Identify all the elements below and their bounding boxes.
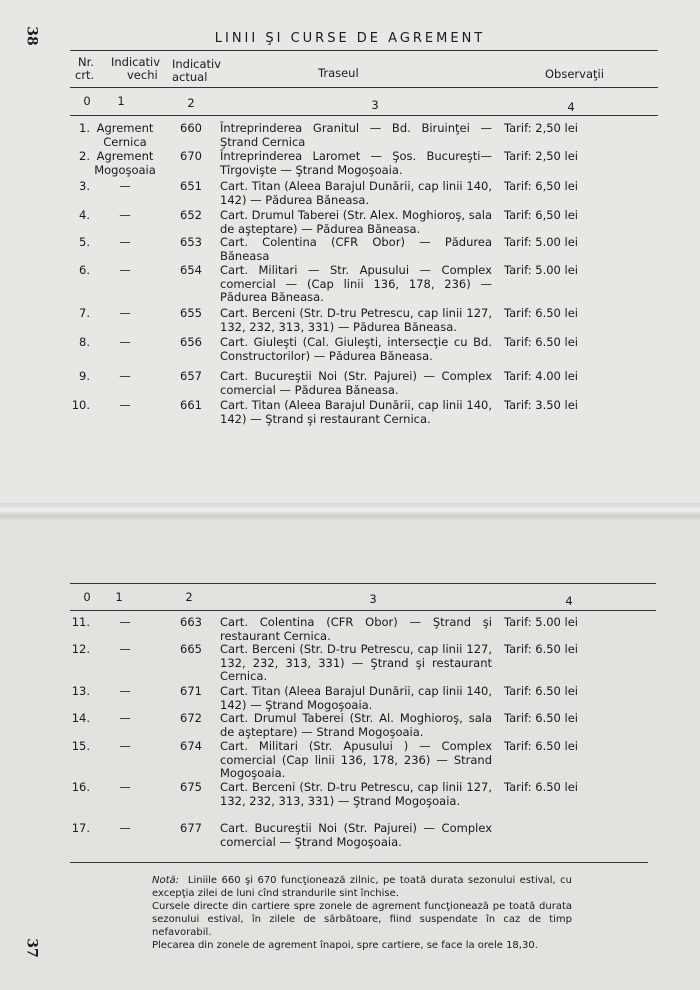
row-line-number: 674 — [180, 739, 202, 753]
row-number: 6. — [79, 263, 90, 277]
row-line-number: 665 — [180, 642, 202, 656]
row-route: Cart. Giuleşti (Cal. Giuleşti, intersecţie cu Bd. Constructorilor) — Pădurea Băneasa. — [220, 335, 492, 363]
row-number: 2. — [79, 149, 90, 163]
note-paragraph-3: Plecarea din zonele de agrement înapoi, spre cartiere, se face la orele 18,30. — [152, 940, 538, 951]
col-number-0-bottom: 0 — [83, 590, 91, 604]
row-old-code: — — [119, 739, 131, 753]
row-line-number: 655 — [180, 306, 202, 320]
row-line-number: 675 — [180, 780, 202, 794]
row-line-number: 653 — [180, 235, 202, 249]
header-mid-rule — [70, 87, 658, 88]
col-number-1: 1 — [117, 94, 125, 108]
header-indicativ-vechi-1: Indicativ — [111, 55, 161, 69]
col-number-2: 2 — [187, 96, 195, 110]
row-fare: Tarif: 5.00 lei — [504, 235, 578, 249]
col-number-0: 0 — [83, 94, 91, 108]
row-line-number: 657 — [180, 369, 202, 383]
footnote — [152, 874, 572, 952]
header-bottom-rule — [70, 115, 658, 116]
row-old-code: — — [119, 821, 131, 835]
table-top-rule-bottom — [70, 583, 656, 584]
col-number-4: 4 — [567, 100, 575, 114]
header-bottom-rule-2 — [70, 610, 656, 611]
row-old-code: — — [119, 263, 131, 277]
row-old-code: — — [119, 369, 131, 383]
row-old-code: Agrement Mogoşoaia — [94, 149, 156, 177]
row-line-number: 656 — [180, 335, 202, 349]
col-number-4-bottom: 4 — [565, 594, 573, 608]
row-fare: Tarif: 6,50 lei — [504, 208, 578, 222]
note-paragraph-1: Liniile 660 şi 670 funcţionează zilnic, pe toată durata sezonului estival, cu excepţia zilei de luni cînd strandurile sint închise. — [152, 875, 572, 899]
row-number: 10. — [71, 398, 90, 412]
col-number-3: 3 — [371, 98, 379, 112]
row-route: Cart. Berceni (Str. D-tru Petrescu, cap linii 127, 132, 232, 313, 331) — Ştrand Mogoşoaia. — [220, 780, 492, 808]
row-line-number: 672 — [180, 711, 202, 725]
row-old-code: — — [119, 642, 131, 656]
row-route: Cart. Bucureştii Noi (Str. Pajurei) — Complex comercial — Pădurea Băneasa. — [220, 369, 492, 397]
row-route: Cart. Colentina (CFR Obor) — Ştrand şi restaurant Cernica. — [220, 615, 492, 643]
row-old-code: — — [119, 179, 131, 193]
row-line-number: 670 — [180, 149, 202, 163]
row-fare: Tarif: 4.00 lei — [504, 369, 578, 383]
row-route: Cart. Militari — Str. Apusului — Complex comercial — (Cap linii 136, 178, 236) — Pădurea Băneasa. — [220, 263, 492, 304]
col-number-1-bottom: 1 — [115, 590, 123, 604]
row-old-code: — — [119, 711, 131, 725]
row-line-number: 660 — [180, 121, 202, 135]
row-fare: Tarif: 6.50 lei — [504, 335, 578, 349]
row-route: Cart. Colentina (CFR Obor) — Pădurea Băneasa — [220, 235, 492, 263]
row-line-number: 652 — [180, 208, 202, 222]
row-number: 14. — [71, 711, 90, 725]
row-number: 9. — [79, 369, 90, 383]
row-route: Cart. Titan (Aleea Barajul Dunării, cap linii 140, 142) — Pădurea Băneasa. — [220, 179, 492, 207]
row-old-code: — — [119, 335, 131, 349]
row-number: 3. — [79, 179, 90, 193]
row-route: Cart. Drumul Taberei (Str. Alex. Moghioroş, sala de aşteptare) — Pădurea Băneasa. — [220, 208, 492, 236]
row-route: Cart. Berceni (Str. D-tru Petrescu, cap linii 127, 132, 232, 313, 331) — Pădurea Băneasa. — [220, 306, 492, 334]
row-number: 13. — [71, 684, 90, 698]
col-number-2-bottom: 2 — [185, 590, 193, 604]
row-fare: Tarif: 6.50 lei — [504, 642, 578, 656]
header-nr: Nr. — [78, 55, 94, 69]
header-vechi: vechi — [127, 68, 158, 82]
row-number: 16. — [71, 780, 90, 794]
row-old-code: — — [119, 615, 131, 629]
row-route: Cart. Titan (Aleea Barajul Dunării, cap linii 140, 142) — Ştrand Mogoşoaia. — [220, 684, 492, 712]
header-traseul: Traseul — [318, 66, 359, 80]
page-number-top: 38 — [23, 26, 40, 46]
row-line-number: 661 — [180, 398, 202, 412]
row-number: 8. — [79, 335, 90, 349]
row-number: 11. — [71, 615, 90, 629]
row-fare: Tarif: 6.50 lei — [504, 306, 578, 320]
row-fare: Tarif: 6.50 lei — [504, 780, 578, 794]
page-title: LINII ŞI CURSE DE AGREMENT — [214, 31, 486, 46]
note-paragraph-2: Cursele directe din cartiere spre zonele de agrement funcţionează pe toată durata sezonului estival, în zilele de sărbătoare, fiind suspendate în caz de timp nefavorabil. — [152, 901, 572, 938]
row-fare: Tarif: 6.50 lei — [504, 739, 578, 753]
row-old-code: — — [119, 684, 131, 698]
row-route: Cart. Drumul Taberei (Str. Al. Moghioroş, sala de aşteptare) — Strand Mogoşoaia. — [220, 711, 492, 739]
row-fare: Tarif: 5.00 lei — [504, 615, 578, 629]
row-route: Cart. Berceni (Str. D-tru Petrescu, cap linii 127, 132, 232, 313, 331) — Ştrand şi restaurant Cernica. — [220, 642, 492, 683]
row-old-code: — — [119, 208, 131, 222]
header-indicativ-actual-1: Indicativ — [172, 57, 222, 71]
row-fare: Tarif: 6.50 lei — [504, 684, 578, 698]
row-route: Întreprinderea Laromet — Şos. Bucureşti— Tîrgovişte — Ştrand Mogoşoaia. — [220, 149, 492, 177]
row-fare: Tarif: 6,50 lei — [504, 179, 578, 193]
note-label: Notă: — [152, 875, 180, 886]
header-observatii: Observaţii — [545, 67, 604, 81]
row-line-number: 654 — [180, 263, 202, 277]
row-line-number: 651 — [180, 179, 202, 193]
row-line-number: 677 — [180, 821, 202, 835]
row-number: 1. — [79, 121, 90, 135]
row-old-code: Agrement Cernica — [96, 121, 154, 149]
page-fold — [0, 503, 700, 521]
row-old-code: — — [119, 398, 131, 412]
row-number: 15. — [71, 739, 90, 753]
row-number: 17. — [71, 821, 90, 835]
row-route: Cart. Titan (Aleea Barajul Dunării, cap linii 140, 142) — Ştrand şi restaurant Cernica. — [220, 398, 492, 426]
row-route: Cart. Militari (Str. Apusului ) — Complex comercial (Cap linii 136, 178, 236) — Strand Mogoşoaia. — [220, 739, 492, 780]
row-old-code: — — [119, 235, 131, 249]
row-fare: Tarif: 2,50 lei — [504, 121, 578, 135]
row-number: 7. — [79, 306, 90, 320]
row-number: 12. — [71, 642, 90, 656]
row-line-number: 663 — [180, 615, 202, 629]
row-number: 4. — [79, 208, 90, 222]
row-line-number: 671 — [180, 684, 202, 698]
row-old-code: — — [119, 306, 131, 320]
col-number-3-bottom: 3 — [369, 592, 377, 606]
page-number-bottom: 37 — [23, 938, 40, 958]
header-actual: actual — [172, 70, 208, 84]
header-top-rule — [70, 50, 658, 51]
row-fare: Tarif: 6.50 lei — [504, 711, 578, 725]
row-old-code: — — [119, 780, 131, 794]
row-fare: Tarif: 2,50 lei — [504, 149, 578, 163]
row-fare: Tarif: 3.50 lei — [504, 398, 578, 412]
row-route: Întreprinderea Granitul — Bd. Biruinţei — Ştrand Cernica — [220, 121, 492, 149]
header-crt: crt. — [75, 68, 95, 82]
row-number: 5. — [79, 235, 90, 249]
row-route: Cart. Bucureştii Noi (Str. Pajurei) — Complex comercial — Ştrand Mogoşoaia. — [220, 821, 492, 849]
row-fare: Tarif: 5.00 lei — [504, 263, 578, 277]
note-separator-rule — [70, 862, 648, 863]
